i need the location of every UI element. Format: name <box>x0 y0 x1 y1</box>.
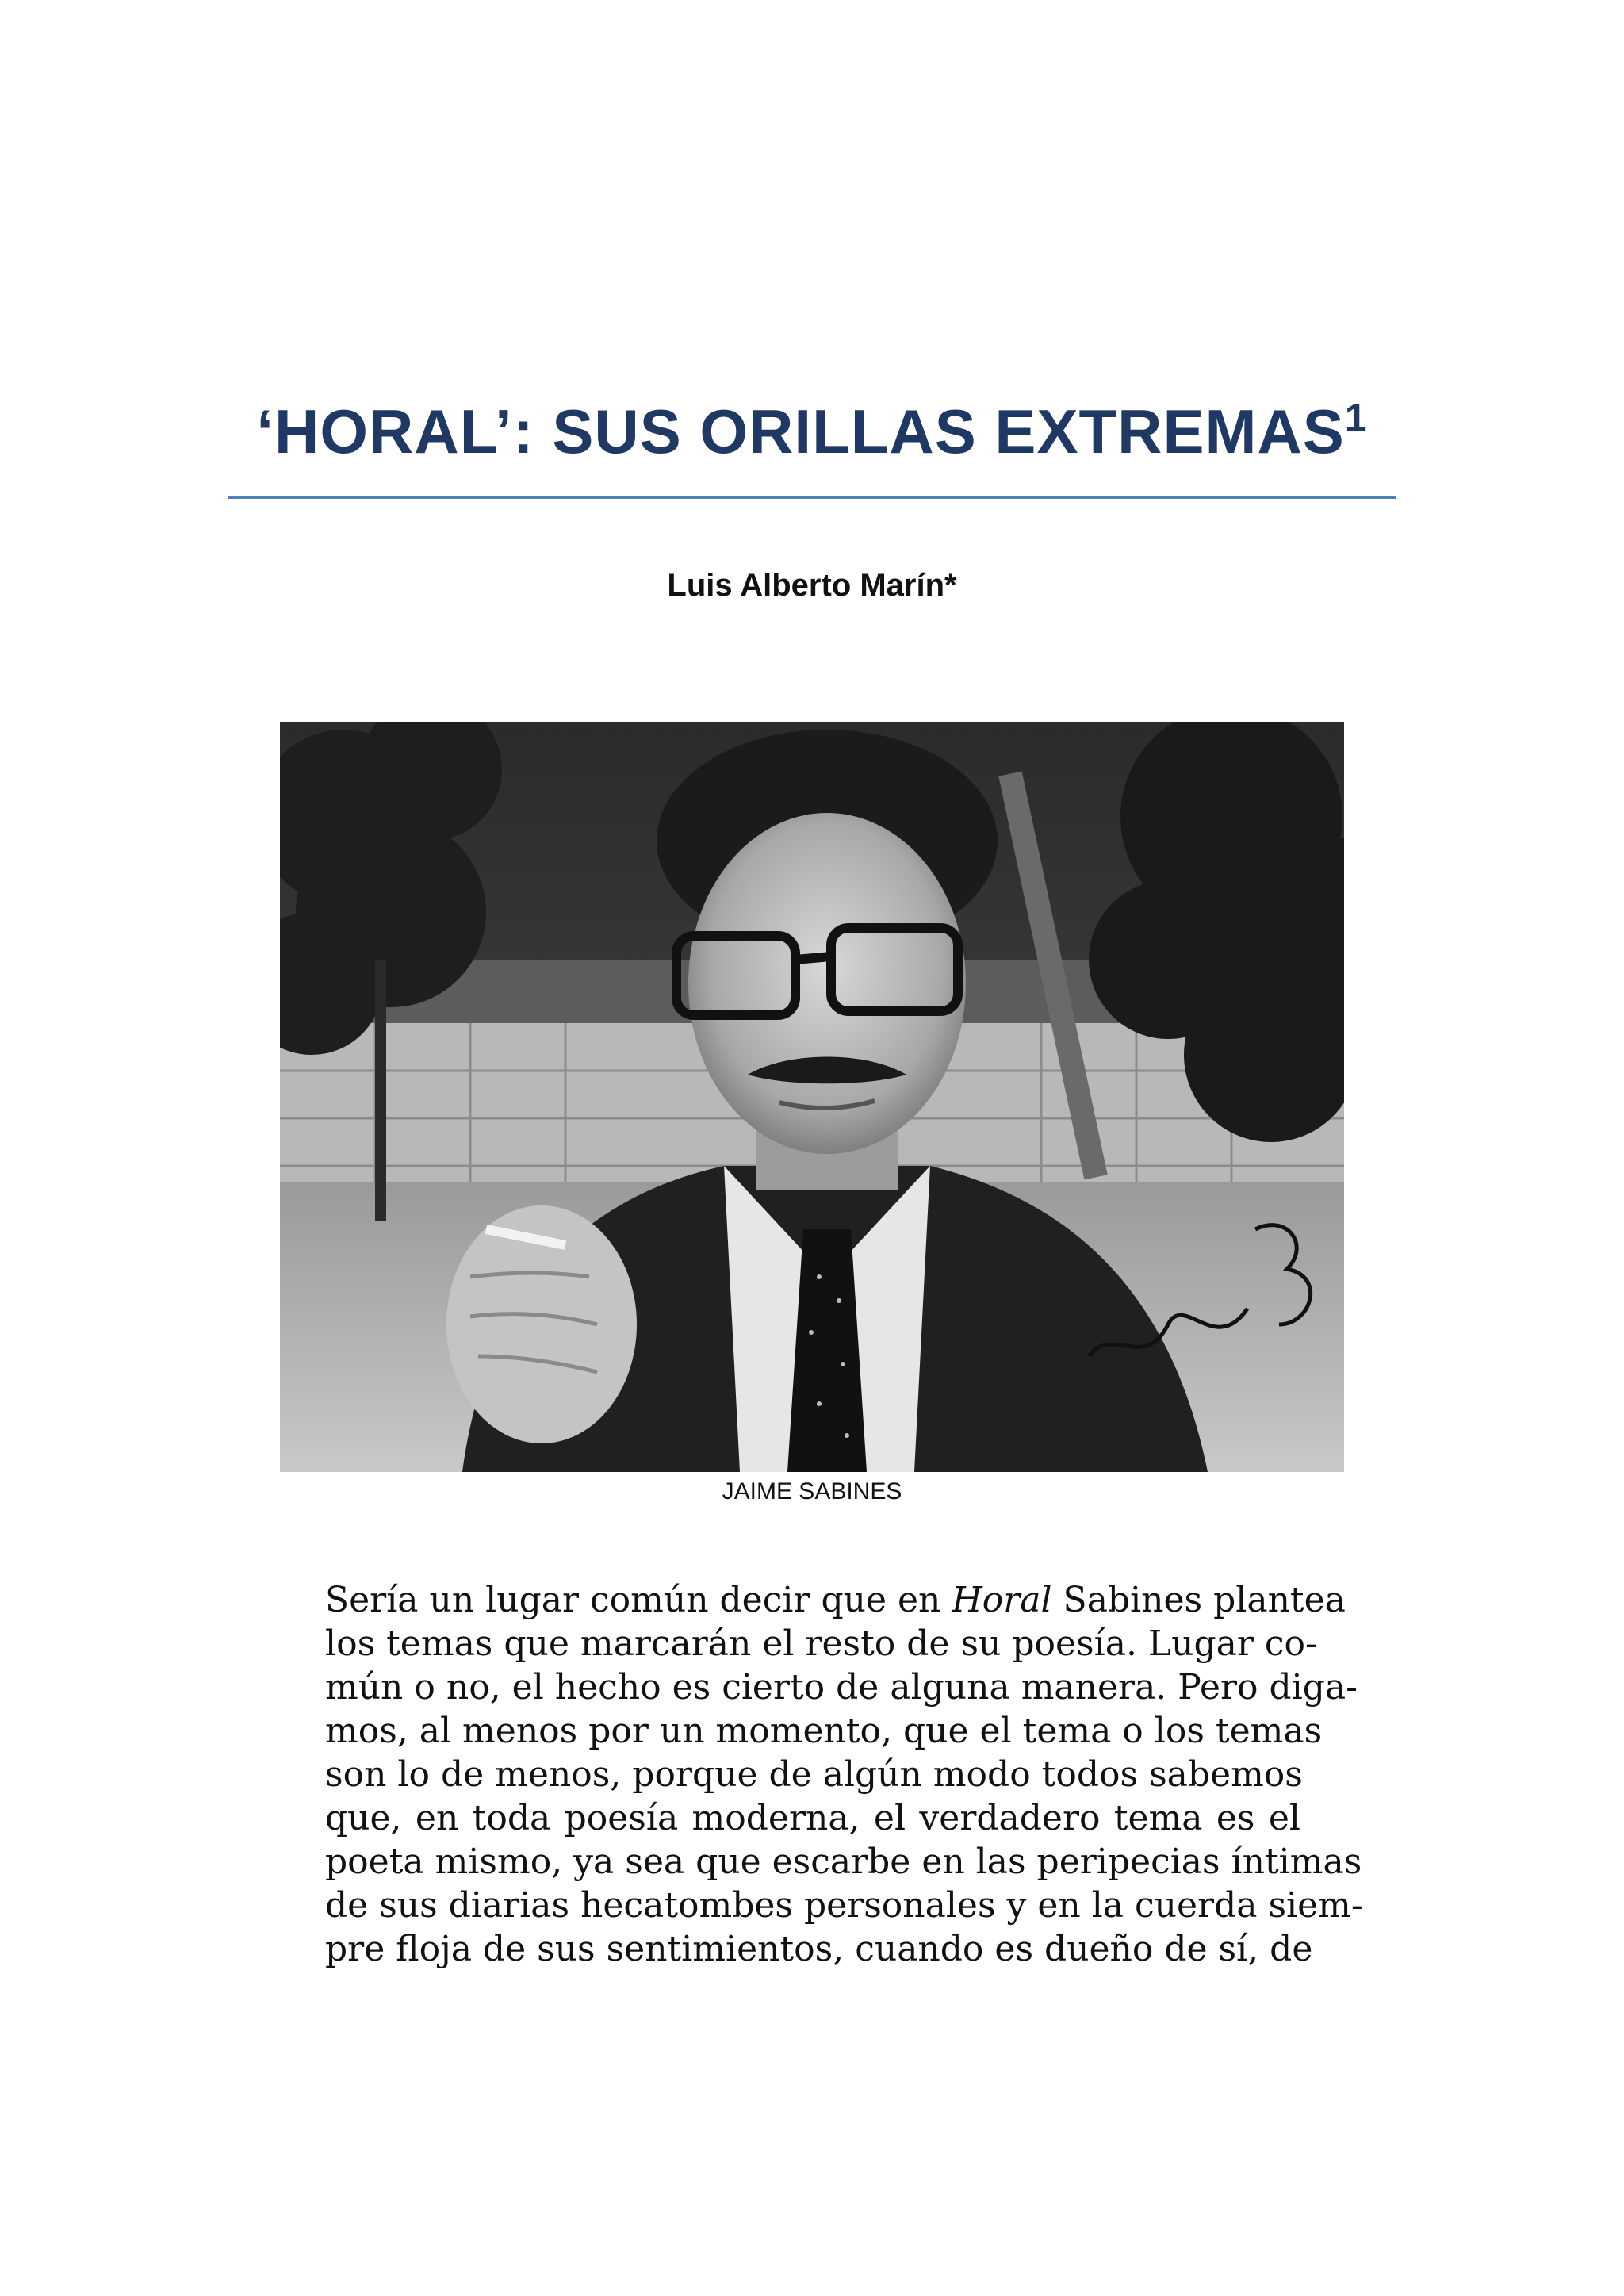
portrait-photo-illustration <box>280 722 1344 1472</box>
title-underline-rule <box>228 496 1396 499</box>
body-text-line <box>325 1884 1363 1927</box>
body-text-segment: Sabines plantea <box>1051 1580 1346 1620</box>
article-body-paragraph <box>325 1578 1363 1971</box>
title-footnote-marker[interactable]: 1 <box>1344 396 1368 440</box>
body-text-line <box>325 1709 1323 1753</box>
author-name: Luis Alberto Marín* <box>667 568 957 603</box>
body-text-segment: Sería un lugar común decir que en <box>325 1580 952 1620</box>
body-text-segment: mún o no, el hecho es cierto de alguna manera. Pero diga- <box>325 1667 1358 1708</box>
body-text-line <box>325 1796 1300 1840</box>
body-text-segment: poeta mismo, ya sea que escarbe en las peripecias íntimas <box>325 1842 1362 1882</box>
body-text-line <box>325 1578 1346 1622</box>
article-title <box>228 396 1396 466</box>
body-text-line <box>325 1753 1303 1796</box>
body-text-segment: son lo de menos, porque de algún modo todos sabemos <box>325 1754 1303 1795</box>
body-text-line <box>325 1665 1358 1709</box>
portrait-photo <box>280 722 1344 1472</box>
italic-book-title: Horal <box>952 1580 1052 1620</box>
body-text-segment: que, en toda poesía moderna, el verdadero tema es el <box>325 1798 1300 1838</box>
article-title-text: ‘HORAL’: SUS ORILLAS EXTREMAS <box>256 397 1345 466</box>
photo-caption: JAIME SABINES <box>722 1478 902 1504</box>
body-text-segment: mos, al menos por un momento, que el tema o los temas <box>325 1711 1323 1751</box>
body-text-line <box>325 1840 1362 1884</box>
body-text-line <box>325 1622 1317 1665</box>
body-text-line <box>325 1927 1313 1971</box>
body-text-segment: de sus diarias hecatombes personales y en la cuerda siem- <box>325 1885 1363 1926</box>
body-text-segment: los temas que marcarán el resto de su poesía. Lugar co- <box>325 1623 1317 1664</box>
body-text-segment: pre floja de sus sentimientos, cuando es dueño de sí, de <box>325 1929 1313 1969</box>
